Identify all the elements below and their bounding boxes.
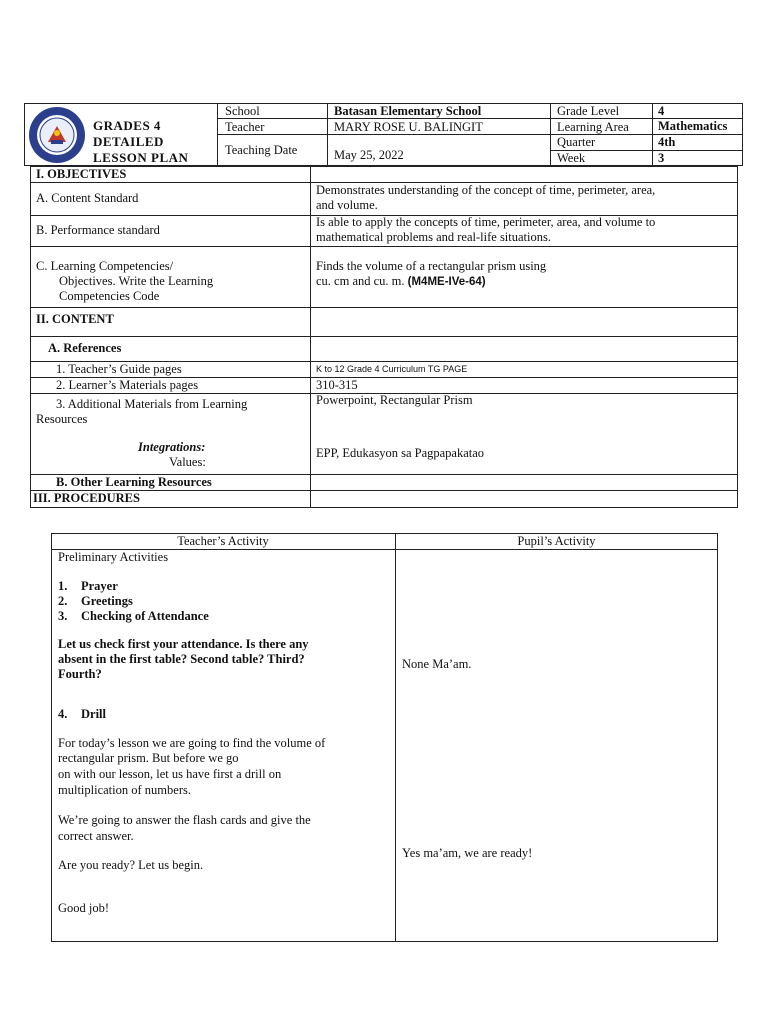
week-label: Week: [557, 151, 586, 165]
list-item-prayer: Prayer: [81, 579, 118, 593]
list-item-num-1: 1.: [58, 579, 68, 593]
list-item-num-2: 2.: [58, 594, 68, 608]
competency-label-line-3: Competencies Code: [59, 289, 160, 303]
school-label: School: [225, 104, 260, 118]
objectives-heading: I. OBJECTIVES: [36, 167, 127, 181]
content-standard-label: A. Content Standard: [36, 191, 139, 205]
lesson-plan-title-line-3: LESSON PLAN: [93, 150, 189, 165]
drill-para-line-2: rectangular prism. But before we go: [58, 751, 239, 765]
quarter-label: Quarter: [557, 135, 596, 149]
competency-line-1: Finds the volume of a rectangular prism using: [316, 259, 547, 273]
competency-code: (M4ME-IVe-64): [407, 276, 486, 288]
learners-materials-label: 2. Learner’s Materials pages: [56, 378, 199, 392]
learning-area-label: Learning Area: [557, 120, 629, 134]
drill-para-line-4: multiplication of numbers.: [58, 783, 191, 797]
lesson-plan-title-line-2: DETAILED: [93, 134, 164, 149]
attendance-line-3: Fourth?: [58, 667, 102, 681]
content-heading: II. CONTENT: [36, 312, 114, 326]
learning-area-value: Mathematics: [658, 119, 728, 133]
values-label: Values:: [169, 455, 206, 469]
flash-cards-line-1: We’re going to answer the flash cards and give the: [58, 813, 311, 827]
drill-para-line-1: For today’s lesson we are going to find the volume of: [58, 736, 326, 750]
preliminary-activities: Preliminary Activities: [58, 550, 169, 564]
drill-num: 4.: [58, 707, 68, 721]
grade-level-label: Grade Level: [557, 104, 620, 118]
teaching-date-label: Teaching Date: [225, 143, 298, 157]
integrations-label: Integrations:: [138, 440, 206, 454]
content-standard-line-2: and volume.: [316, 198, 378, 212]
attendance-line-2: absent in the first table? Second table? Third?: [58, 652, 305, 666]
teacher-label: Teacher: [225, 120, 265, 134]
performance-standard-line-2: mathematical problems and real-life situations.: [316, 230, 551, 244]
good-job: Good job!: [58, 901, 110, 915]
week-value: 3: [658, 151, 665, 165]
performance-standard-label: B. Performance standard: [36, 223, 160, 237]
deped-seal-logo: [28, 106, 86, 164]
pupil-response-none: None Ma’am.: [402, 657, 472, 671]
teachers-guide-label: 1. Teacher’s Guide pages: [56, 362, 182, 376]
teacher-value: MARY ROSE U. BALINGIT: [334, 120, 483, 134]
content-standard-line-1: Demonstrates understanding of the concept of time, perimeter, area,: [316, 183, 656, 197]
other-resources-heading: B. Other Learning Resources: [56, 475, 212, 489]
ready-prompt: Are you ready? Let us begin.: [58, 858, 204, 872]
list-item-num-3: 3.: [58, 609, 68, 623]
teaching-date-value: May 25, 2022: [334, 148, 404, 162]
competency-label-line-2: Objectives. Write the Learning: [59, 274, 214, 288]
procedures-heading: III. PROCEDURES: [33, 491, 140, 505]
additional-materials-value: Powerpoint, Rectangular Prism: [316, 393, 473, 407]
list-item-attendance: Checking of Attendance: [81, 609, 209, 623]
drill-para-line-3: on with our lesson, let us have first a drill on: [58, 767, 282, 781]
quarter-value: 4th: [658, 135, 676, 149]
learners-materials-value: 310-315: [316, 378, 358, 392]
teachers-guide-value: K to 12 Grade 4 Curriculum TG PAGE: [316, 364, 468, 374]
additional-materials-label-line-2: Resources: [36, 412, 88, 426]
list-item-greetings: Greetings: [81, 594, 133, 608]
competency-label-line-1: C. Learning Competencies/: [36, 259, 174, 273]
grade-level-value: 4: [658, 104, 665, 118]
references-heading: A. References: [48, 341, 122, 355]
drill-heading: Drill: [81, 707, 106, 721]
school-value: Batasan Elementary School: [334, 104, 482, 118]
integrations-value: EPP, Edukasyon sa Pagpapakatao: [316, 446, 485, 460]
pupils-activity-header: Pupil’s Activity: [517, 534, 596, 548]
lesson-plan-title-line-1: GRADES 4: [93, 118, 161, 133]
attendance-line-1: Let us check first your attendance. Is there any: [58, 637, 309, 651]
flash-cards-line-2: correct answer.: [58, 829, 134, 843]
performance-standard-line-1: Is able to apply the concepts of time, perimeter, area, and volume to: [316, 215, 656, 229]
pupil-response-ready: Yes ma’am, we are ready!: [402, 846, 533, 860]
competency-line-2: cu. cm and cu. m. (M4ME-IVe-64): [316, 274, 486, 288]
teachers-activity-header: Teacher’s Activity: [177, 534, 269, 548]
additional-materials-label-line-1: 3. Additional Materials from Learning: [56, 397, 248, 411]
